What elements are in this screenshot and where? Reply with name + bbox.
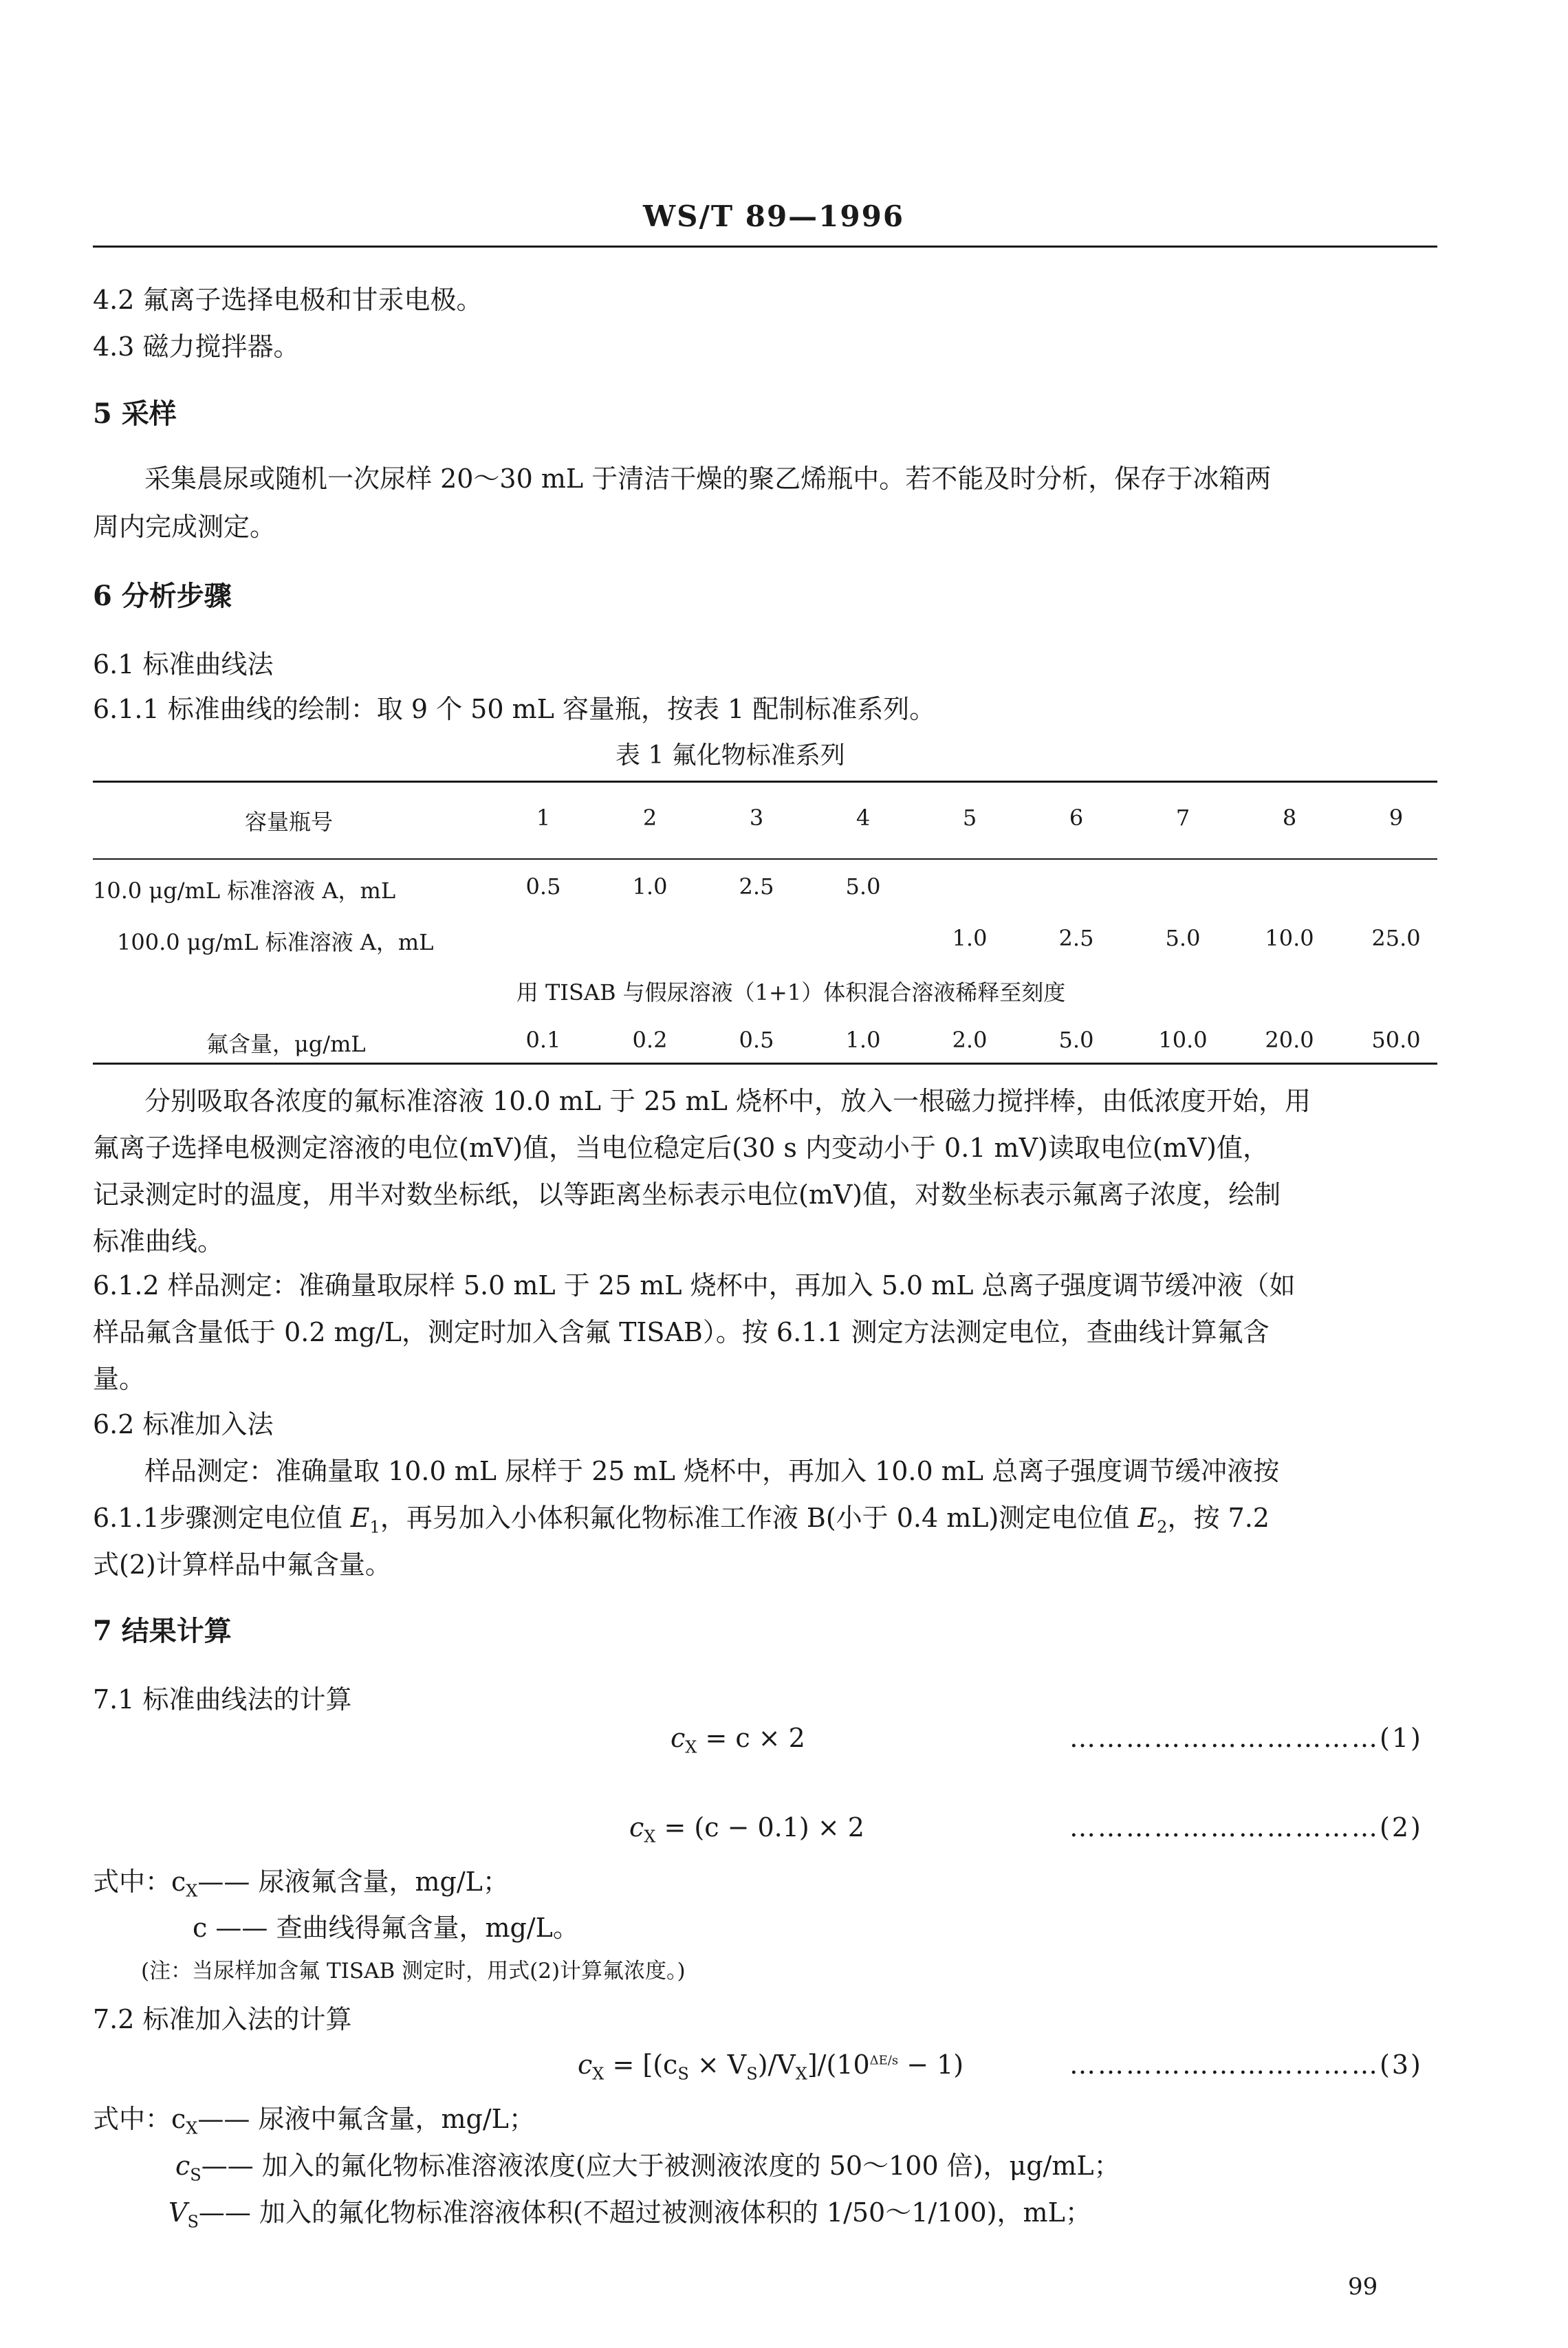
equation-2-number: ……………………………(2) (1069, 1812, 1423, 1842)
equation-1: $c_X = c \times 2$ (671, 1723, 805, 1757)
table-col-number: 2 (642, 805, 657, 831)
para-a-line4: 标准曲线。 (93, 1226, 224, 1257)
section-6-heading: 6 分析步骤 (93, 580, 232, 612)
table-row2-cell: 1.0 (952, 925, 988, 951)
table-col-number: 9 (1389, 805, 1404, 831)
table-row3-cell: 20.0 (1265, 1027, 1314, 1053)
item-4-3: 4.3 磁力搅拌器。 (93, 331, 300, 362)
table-row1-cell: 0.5 (525, 873, 561, 900)
table-title: 表 1 氟化物标准系列 (616, 741, 845, 770)
where-vs: $V_S——$ 加入的氟化物标准溶液体积(不超过被测液体积的 1/50～1/100)，mL； (168, 2197, 1091, 2232)
section-5-para-line1: 采集晨尿或随机一次尿样 20～30 mL 于清洁干燥的聚乙烯瓶中。若不能及时分析，保存于冰箱两 (144, 464, 1272, 494)
table-col-number: 7 (1175, 805, 1190, 831)
para-a-line3: 记录测定时的温度，用半对数坐标纸，以等距离坐标表示电位(mV)值，对数坐标表示氟离子浓度，绘制 (93, 1180, 1281, 1210)
para-a-line1: 分别吸取各浓度的氟标准溶液 10.0 mL 于 25 mL 烧杯中，放入一根磁力搅拌棒，由低浓度开始，用 (144, 1086, 1311, 1116)
para-c-line3: 式(2)计算样品中氟含量。 (93, 1550, 391, 1580)
section-7-heading: 7 结果计算 (93, 1615, 232, 1647)
item-6-1-1: 6.1.1 标准曲线的绘制：取 9 个 50 mL 容量瓶，按表 1 配制标准系列。 (93, 694, 936, 724)
table-row3-cell: 5.0 (1058, 1027, 1094, 1053)
equation-3-number: ……………………………(3) (1069, 2050, 1423, 2080)
table-row3-cell: 50.0 (1371, 1027, 1421, 1053)
table-bottom-rule (93, 1063, 1437, 1065)
item-6-1-2-line2: 样品氟含量低于 0.2 mg/L，测定时加入含氟 TISAB）。按 6.1.1 测定方法测定电位，查曲线计算氟含 (93, 1317, 1270, 1347)
table-row2-cell: 5.0 (1165, 925, 1201, 951)
table-header-label: 容量瓶号 (244, 809, 333, 835)
table-row3-cell: 1.0 (845, 1027, 881, 1053)
where-cx: 式中：$c_X——$ 尿液氟含量，mg/L； (93, 1867, 509, 1901)
table-row2-cell: 25.0 (1371, 925, 1421, 951)
table-row3-cell: 2.0 (952, 1027, 988, 1053)
table-row2-cell: 2.5 (1058, 925, 1094, 951)
table-col-number: 3 (749, 805, 764, 831)
note: (注：当尿样加含氟 TISAB 测定时，用式(2)计算氟浓度。) (141, 1959, 686, 1983)
table-row3-cell: 0.5 (739, 1027, 774, 1053)
section-5-heading: 5 采样 (93, 398, 177, 430)
table-col-number: 8 (1282, 805, 1297, 831)
table-note-row: 用 TISAB 与假尿溶液（1+1）体积混合溶液稀释至刻度 (516, 979, 1066, 1005)
item-7-1: 7.1 标准曲线法的计算 (93, 1684, 352, 1715)
item-6-1: 6.1 标准曲线法 (93, 649, 274, 680)
equation-3: $c_X = [(c_S \times V_S)/V_X]/(10^{\Delta E/s} - 1)$ (578, 2050, 964, 2084)
table-header-rule (93, 858, 1437, 860)
table-row3-cell: 0.1 (525, 1027, 561, 1053)
table-row3-cell: 10.0 (1158, 1027, 1208, 1053)
para-a-line2: 氟离子选择电极测定溶液的电位(mV)值，当电位稳定后(30 s 内变动小于 0.1 mV)读取电位(mV)值， (93, 1133, 1269, 1163)
section-5-para-line2: 周内完成测定。 (93, 512, 276, 542)
table-col-number: 6 (1069, 805, 1084, 831)
item-6-2: 6.2 标准加入法 (93, 1409, 274, 1439)
page-number: 99 (1348, 2273, 1378, 2301)
item-6-1-2-line3: 量。 (93, 1364, 146, 1394)
table-col-number: 5 (962, 805, 977, 831)
para-c-line2: 6.1.1步骤测定电位值 $E_1$，再另加入小体积氟化物标准工作液 B(小于 0.4 mL)测定电位值 $E_2$，按 7.2 (93, 1503, 1270, 1537)
equation-1-number: ……………………………(1) (1069, 1723, 1423, 1753)
item-6-1-2-line1: 6.1.2 样品测定：准确量取尿样 5.0 mL 于 25 mL 烧杯中，再加入 5.0 mL 总离子强度调节缓冲液（如 (93, 1270, 1296, 1301)
table-col-number: 1 (536, 805, 551, 831)
where-c: c —— 查曲线得氟含量，mg/L。 (193, 1913, 579, 1943)
header-rule (93, 246, 1437, 248)
table-row1-cell: 1.0 (632, 873, 668, 900)
table-col-number: 4 (856, 805, 871, 831)
para-c-line1: 样品测定：准确量取 10.0 mL 尿样于 25 mL 烧杯中，再加入 10.0 mL 总离子强度调节缓冲液按 (144, 1456, 1280, 1486)
table-row3-label: 氟含量，μg/mL (206, 1031, 366, 1057)
table-row2-label: 100.0 μg/mL 标准溶液 A，mL (117, 929, 434, 955)
table-row1-cell: 2.5 (739, 873, 774, 900)
table-row1-cell: 5.0 (845, 873, 881, 900)
item-4-2: 4.2 氟离子选择电极和甘汞电极。 (93, 285, 483, 315)
table-top-rule (93, 781, 1437, 783)
where-cx-2: 式中：$c_X——$ 尿液中氟含量，mg/L； (93, 2104, 535, 2138)
item-7-2: 7.2 标准加入法的计算 (93, 2004, 352, 2034)
table-row2-cell: 10.0 (1265, 925, 1314, 951)
standard-code-header: WS/T 89—1996 (643, 199, 905, 233)
where-cs: $c_S——$ 加入的氟化物标准溶液浓度(应大于被测液浓度的 50～100 倍)，μg/mL； (175, 2151, 1120, 2185)
table-row1-label: 10.0 μg/mL 标准溶液 A，mL (93, 878, 396, 904)
table-row3-cell: 0.2 (632, 1027, 668, 1053)
equation-2: $c_X = (c - 0.1) \times 2$ (629, 1812, 864, 1847)
